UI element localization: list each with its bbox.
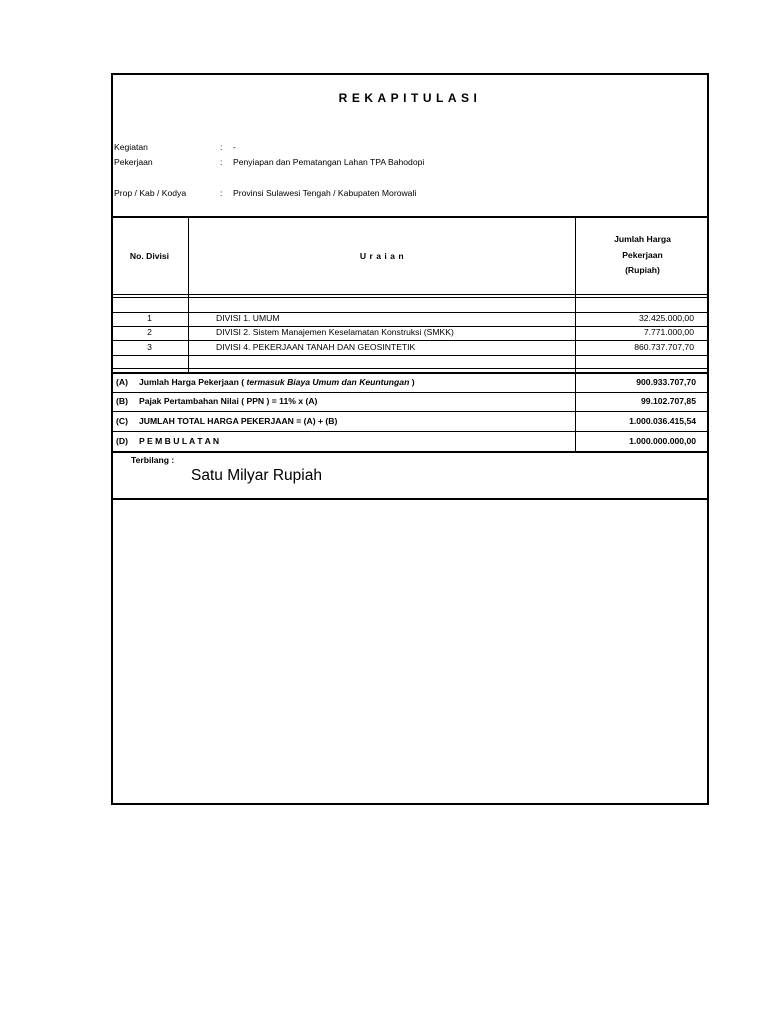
info-value-lokasi: Provinsi Sulawesi Tengah / Kabupaten Morowali	[233, 188, 417, 198]
summary-b-value: 99.102.707,85	[641, 396, 696, 406]
summary-a-text-main: Jumlah Harga Pekerjaan (	[139, 377, 245, 387]
info-label-kegiatan: Kegiatan	[114, 142, 148, 152]
row-rule-4	[111, 368, 709, 369]
summary-b-text: Pajak Pertambahan Nilai ( PPN ) = 11% x (A)	[139, 396, 318, 406]
summary-c-text: JUMLAH TOTAL HARGA PEKERJAAN = (A) + (B)	[139, 416, 338, 426]
info-sep-lokasi: :	[220, 188, 223, 198]
terbilang-bottom-rule	[111, 498, 709, 500]
row-1-no: 1	[147, 313, 152, 323]
info-label-lokasi: Prop / Kab / Kodya	[114, 188, 187, 198]
table-top-rule	[111, 216, 709, 218]
info-label-pekerjaan: Pekerjaan	[114, 157, 153, 167]
summary-d-value: 1.000.000.000,00	[629, 436, 696, 446]
row-3-no: 3	[147, 342, 152, 352]
summary-rule-a	[111, 392, 709, 393]
summary-b-label: (B)	[116, 396, 128, 406]
summary-rule-c	[111, 431, 709, 432]
summary-top-rule	[111, 372, 709, 374]
header-uraian: U r a i a n	[359, 251, 405, 261]
info-value-pekerjaan: Penyiapan dan Pematangan Lahan TPA Bahodopi	[233, 157, 425, 167]
terbilang-text: Satu Milyar Rupiah	[191, 467, 322, 484]
row-1-uraian: DIVISI 1. UMUM	[216, 313, 280, 323]
summary-rule-b	[111, 411, 709, 412]
terbilang-label: Terbilang :	[131, 455, 175, 465]
col-rule-no	[188, 218, 189, 372]
row-1-jumlah: 32.425.000,00	[639, 313, 694, 323]
summary-a-value: 900.933.707,70	[636, 377, 696, 387]
summary-a-text-italic: termasuk Biaya Umum dan Keuntungan	[246, 377, 410, 387]
summary-c-label: (C)	[116, 416, 128, 426]
row-2-no: 2	[147, 327, 152, 337]
summary-bottom-rule	[111, 451, 709, 453]
summary-d-text: P E M B U L A T A N	[139, 436, 220, 446]
row-3-jumlah: 860.737.707,70	[634, 342, 694, 352]
header-jumlah-line1: Jumlah Harga	[614, 234, 671, 244]
row-3-uraian: DIVISI 4. PEKERJAAN TANAH DAN GEOSINTETIK	[216, 342, 416, 352]
info-value-kegiatan: -	[233, 142, 236, 152]
row-2-uraian: DIVISI 2. Sistem Manajemen Keselamatan Konstruksi (SMKK)	[216, 327, 454, 337]
header-no-divisi: No. Divisi	[129, 251, 170, 261]
header-bottom-rule	[111, 294, 709, 295]
summary-a-text	[139, 377, 415, 387]
row-rule-3	[111, 355, 709, 356]
row-2-jumlah: 7.771.000,00	[643, 327, 694, 337]
summary-d-label: (D)	[116, 436, 128, 446]
header-jumlah-line3: (Rupiah)	[625, 265, 660, 275]
summary-a-label: (A)	[116, 377, 128, 387]
info-sep-kegiatan: :	[220, 142, 223, 152]
header-double-rule	[111, 297, 709, 298]
info-sep-pekerjaan: :	[220, 157, 223, 167]
row-rule-2	[111, 340, 709, 341]
header-jumlah-line2: Pekerjaan	[622, 250, 663, 260]
page-title: REKAPITULASI	[338, 91, 482, 105]
summary-c-value: 1.000.036.415,54	[629, 416, 696, 426]
summary-a-text-close: )	[411, 377, 415, 387]
